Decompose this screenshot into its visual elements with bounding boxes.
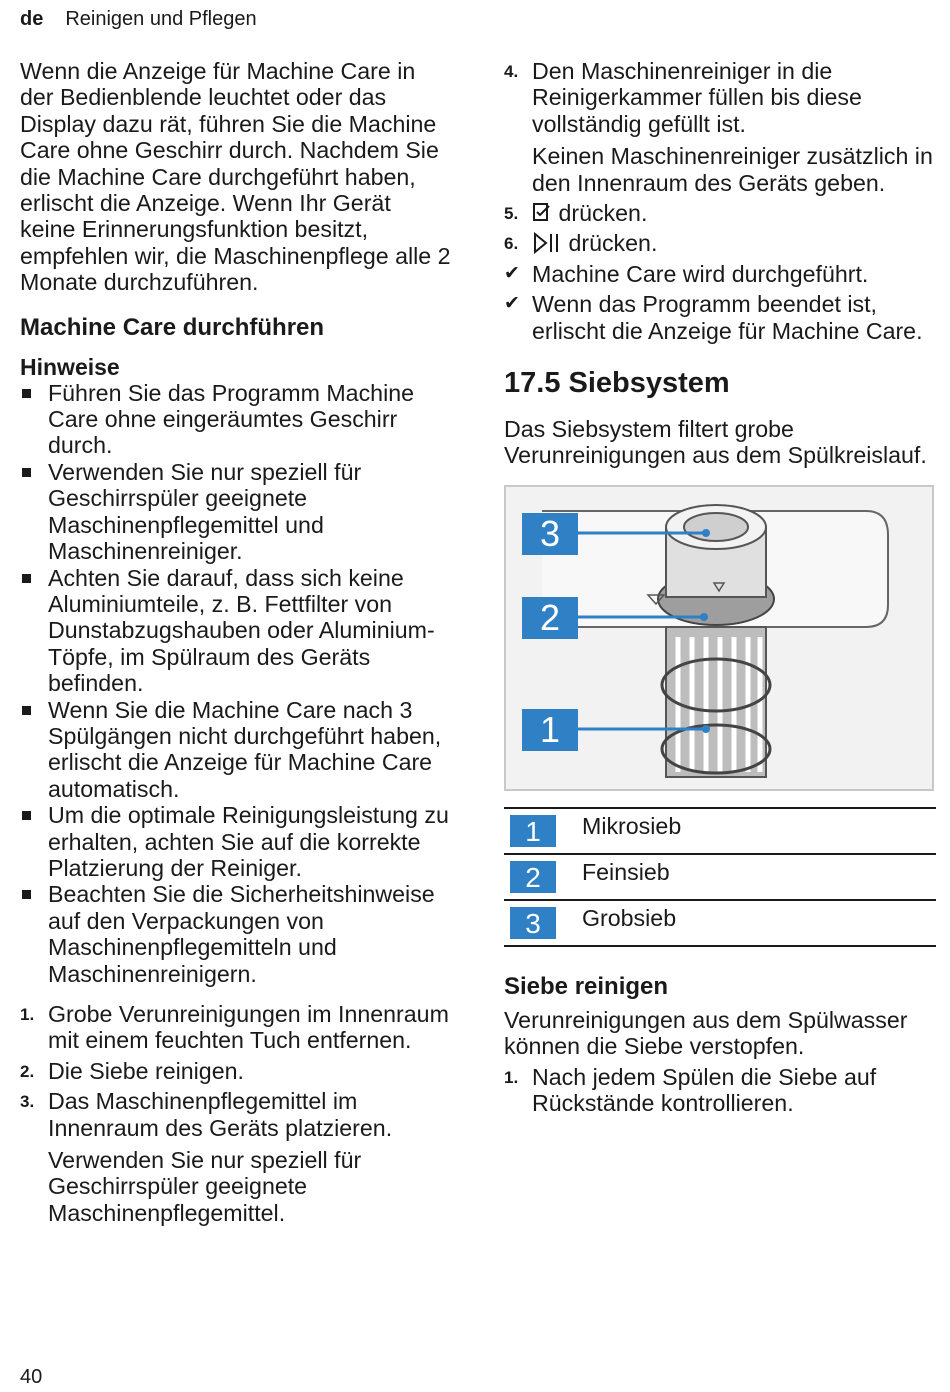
step-text: drücken.	[568, 230, 658, 257]
step-number: 5.	[504, 204, 519, 224]
page-header	[20, 8, 257, 31]
check-icon: ✔	[504, 262, 520, 284]
callout-3: 3	[522, 513, 578, 555]
check-icon: ✔	[504, 293, 520, 315]
start-pause-icon	[532, 232, 562, 254]
notes-list	[20, 380, 452, 987]
legend-label: Mikrosieb	[582, 812, 682, 839]
note-item: Achten Sie darauf, dass sich keine Aluminiumteile, z. B. Fettfilter von Dunstabzugshauben oder Aluminium-Töpfe, im Spülraum des Geräts befinden.	[20, 565, 452, 697]
result-item	[504, 261, 936, 287]
machine-care-button-icon	[532, 202, 552, 224]
step-text: Den Maschinenreiniger in die Reinigerkammer füllen bis diese vollständig gefüllt ist.	[532, 58, 862, 137]
legend-row	[504, 899, 936, 947]
step-number: 1.	[504, 1067, 519, 1087]
step-text: Die Siebe reinigen.	[48, 1057, 244, 1084]
step-text: Das Maschinenpflegemittel im Innenraum des Geräts platzieren.	[48, 1088, 393, 1141]
step-3-note: Verwenden Sie nur speziell für Geschirrspüler geeignete Maschinenpflegemittel.	[48, 1147, 362, 1226]
step-1	[20, 1001, 452, 1054]
step-number: 3.	[20, 1092, 35, 1112]
step-6	[504, 230, 936, 256]
note-item: Um die optimale Reinigungsleistung zu erhalten, achten Sie auf die korrekte Platzierung der Reiniger.	[20, 802, 452, 881]
sub-heading: Siebe reinigen	[504, 972, 669, 1000]
legend-label: Grobsieb	[582, 904, 677, 931]
section-name: Reinigen und Pflegen	[65, 8, 257, 30]
step-text: drücken.	[558, 200, 648, 227]
section-text: Das Siebsystem filtert grobe Verunreinigungen aus dem Spülkreislauf.	[504, 416, 927, 469]
note-item: Beachten Sie die Sicherheitshinweise auf den Verpackungen von Maschinenpflegemitteln und Maschinenreinigern.	[20, 881, 452, 987]
language-code: de	[20, 8, 44, 30]
step-2	[20, 1058, 452, 1084]
page-number: 40	[20, 1366, 43, 1388]
legend-label: Feinsieb	[582, 858, 670, 885]
notes-title: Hinweise	[20, 353, 120, 380]
sub-step-1	[504, 1064, 936, 1117]
intro-paragraph: Wenn die Anzeige für Machine Care in der Bedienblende leuchtet oder das Display dazu rät, führen Sie die Machine Care ohne Geschirr durch. Nachdem Sie die Machine Care durchgeführt haben, erlischt die Anzeige. Wenn Ihr Gerät keine Erinnerungsfunktion besitzt, empfehlen wir, die Maschinenpflege alle 2 Monate durchzuführen.	[20, 58, 451, 296]
sub-text: Verunreinigungen aus dem Spülwasser können die Siebe verstopfen.	[504, 1006, 908, 1060]
legend-row	[504, 853, 936, 899]
legend-number: 3	[510, 907, 556, 939]
step-4-note: Keinen Maschinenreiniger zusätzlich in den Innenraum des Geräts geben.	[532, 143, 933, 196]
step-4	[504, 58, 936, 137]
legend-number: 1	[510, 815, 556, 847]
step-number: 4.	[504, 62, 519, 81]
result-item	[504, 291, 936, 344]
note-item: Wenn Sie die Machine Care nach 3 Spülgängen nicht durchgeführt haben, erlischt die Anzeige für Machine Care automatisch.	[20, 697, 452, 803]
result-text: Machine Care wird durchgeführt.	[532, 260, 869, 287]
left-column	[20, 58, 452, 1226]
step-number: 6.	[504, 234, 519, 254]
result-text: Wenn das Programm beendet ist, erlischt die Anzeige für Machine Care.	[532, 291, 923, 344]
step-5	[504, 200, 936, 226]
section-title: 17.5 Siebsystem	[504, 367, 730, 400]
figure-legend	[504, 807, 936, 947]
step-text: Grobe Verunreinigungen im Innenraum mit einem feuchten Tuch entfernen.	[48, 1001, 449, 1054]
step-number: 2.	[20, 1061, 35, 1081]
machine-care-heading: Machine Care durchführen	[20, 313, 325, 341]
callout-1: 1	[522, 709, 578, 751]
filter-system-figure	[504, 485, 934, 791]
step-text: Nach jedem Spülen die Siebe auf Rückstände kontrollieren.	[532, 1063, 877, 1117]
right-column	[504, 58, 936, 1117]
note-item: Führen Sie das Programm Machine Care ohne eingeräumtes Geschirr durch.	[20, 380, 452, 459]
step-3	[20, 1088, 452, 1141]
callout-2: 2	[522, 597, 578, 639]
legend-number: 2	[510, 861, 556, 893]
note-item: Verwenden Sie nur speziell für Geschirrspüler geeignete Maschinenpflegemittel und Maschinenreiniger.	[20, 459, 452, 565]
legend-row	[504, 807, 936, 853]
step-number: 1.	[20, 1005, 35, 1024]
